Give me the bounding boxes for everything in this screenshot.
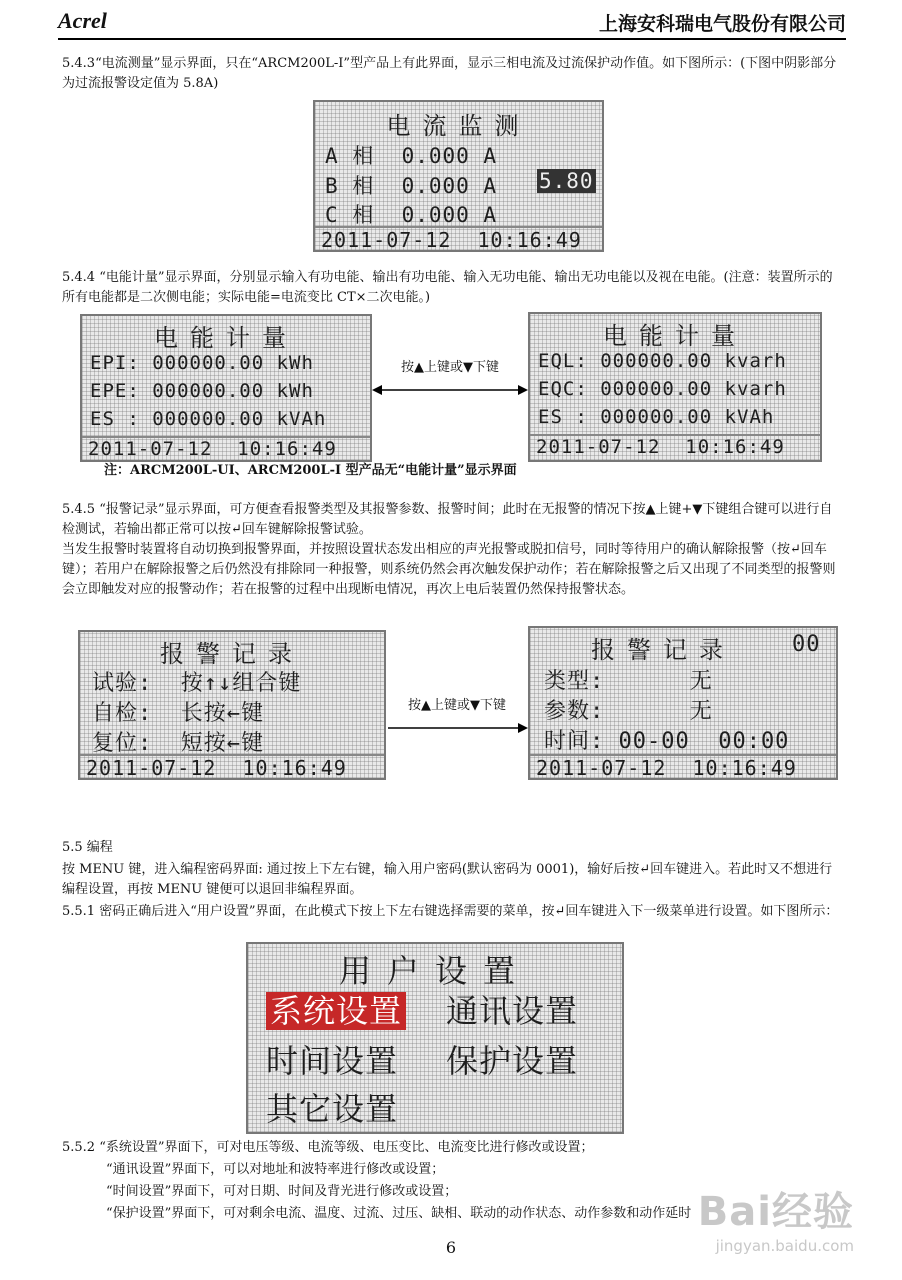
- page-number: 6: [445, 1238, 457, 1257]
- lcd-footer-datetime: 2011-07-12 10:16:49: [82, 436, 370, 460]
- lcd-row-test: 试验: 按↑↓组合键: [92, 671, 302, 696]
- lcd-row-selfcheck: 自检: 长按←键: [92, 701, 264, 726]
- double-arrow-icon: [372, 378, 528, 402]
- lcd-row-eqc: EQC: 000000.00 kvarh: [538, 378, 787, 400]
- watermark-url: jingyan.baidu.com: [715, 1237, 854, 1255]
- section-5-4-5-detail: 当发生报警时装置将自动切换到报警界面，并按照设置状态发出相应的声光报警或脱扣信号，同时等待用户的确认解除报警（按↵回车键）；若用户在解除报警之后仍然没有排除同一种报警，则系统仍然会再次触发保护动作；若在解除报警之后又出现了不同类型的报警则会立即触发对应的报警动作；若在报警的过程中出现断电情况，再次上电后装置仍然保持报警状态。: [62, 542, 836, 597]
- lcd-row-type: 类型: 无: [544, 669, 713, 694]
- brand-logo: Acrel: [58, 8, 107, 33]
- setpoint-value: 5.80: [539, 169, 594, 193]
- lcd-row-es: ES : 000000.00 kVAh: [538, 406, 775, 428]
- company-name: 上海安科瑞电气股份有限公司: [598, 13, 846, 35]
- lcd-record-index: 00: [792, 632, 821, 657]
- menu-item-time-settings[interactable]: 时间设置: [266, 1042, 399, 1080]
- lcd-row-epi: EPI: 000000.00 kWh: [90, 352, 314, 374]
- lcd-row-epe: EPE: 000000.00 kWh: [90, 380, 314, 402]
- menu-item-protection-settings[interactable]: 保护设置: [446, 1042, 579, 1080]
- page-switch-arrow: [372, 356, 528, 406]
- menu-item-comm-settings[interactable]: 通讯设置: [446, 992, 579, 1030]
- lcd-title: 报警记录: [160, 640, 304, 668]
- section-5-4-4: 5.4.4 “电能计量”显示界面，分别显示输入有功电能、输出有功电能、输入无功电能、输出无功电能以及视在电能。(注意：装置所示的所有电能都是二次侧电能；实际电能=电流变比 CT×二次电能。): [62, 270, 833, 305]
- section-5-5-1: 5.5.1 密码正确后进入“用户设置”界面，在此模式下按上下左右键选择需要的菜单，按↵回车键进入下一级菜单进行设置。如下图所示：: [62, 904, 839, 919]
- section-5-5-body: 按 MENU 键，进入编程密码界面: 通过按上下左右键，输入用户密码(默认密码为 0001)，输好后按↵回车键进入。若此时又不想进行编程设置，再按 MENU 键便可以退回非编程界面。: [62, 862, 833, 897]
- page-switch-arrow: [386, 694, 528, 744]
- lcd-current-monitor: [313, 100, 604, 252]
- lcd-setpoint: [537, 169, 596, 193]
- lcd-footer-datetime: 2011-07-12 10:16:49: [530, 754, 836, 780]
- lcd-footer-datetime: 2011-07-12 10:16:49: [315, 226, 602, 252]
- lcd-title: 电流监测: [386, 112, 531, 140]
- page-header: [58, 8, 846, 40]
- note-no-energy-screen: 注：ARCM200L-UI、ARCM200L-I 型产品无“电能计量”显示界面: [104, 463, 517, 478]
- lcd-title: 电能计量: [154, 324, 298, 352]
- lcd-row-eql: EQL: 000000.00 kvarh: [538, 350, 787, 372]
- lcd-row-time: 时间: 00-00 00:00: [544, 729, 790, 754]
- section-5-5-2-protection: “保护设置”界面下，可对剩余电流、温度、过流、过压、缺相、联动的动作状态、动作参数和动作延时: [106, 1206, 692, 1221]
- lcd-energy-right: [528, 312, 822, 462]
- section-5-4-5: 5.4.5 “报警记录”显示界面，可方便查看报警类型及其报警参数、报警时间；此时在无报警的情况下按▲上键+▼下键组合键可以进行自检测试，若输出都正常可以按↵回车键解除报警试验。: [62, 502, 833, 537]
- section-5-5-2-time: “时间设置”界面下，可对日期、时间及背光进行修改或设置；: [106, 1184, 458, 1199]
- lcd-alarm-left: [78, 630, 386, 780]
- lcd-footer-datetime: 2011-07-12 10:16:49: [80, 754, 384, 780]
- lcd-title: 报警记录: [591, 636, 735, 664]
- lcd-energy-left: [80, 314, 372, 462]
- lcd-row-reset: 复位: 短按←键: [92, 731, 264, 756]
- right-arrow-icon: [386, 716, 528, 740]
- lcd-title: 用户设置: [338, 952, 531, 990]
- watermark-main: Bai经验: [697, 1189, 854, 1235]
- lcd-row-a: A 相 0.000 A: [325, 144, 498, 168]
- lcd-footer-datetime: 2011-07-12 10:16:49: [530, 434, 820, 458]
- lcd-user-settings: [246, 942, 624, 1134]
- arrow-label: 按▲上键或▼下键: [408, 698, 506, 713]
- menu-item-other-settings[interactable]: 其它设置: [266, 1090, 399, 1128]
- section-5-5-2-system: 5.5.2 “系统设置”界面下，可对电压等级、电流等级、电压变比、电流变比进行修改或设置；: [62, 1140, 594, 1155]
- lcd-row-b: B 相 0.000 A: [325, 174, 498, 198]
- arrow-label: 按▲上键或▼下键: [401, 360, 499, 375]
- lcd-title: 电能计量: [603, 322, 747, 350]
- section-5-5-heading: 5.5 编程: [62, 840, 113, 855]
- lcd-row-c: C 相 0.000 A: [325, 203, 498, 227]
- section-5-4-3: 5.4.3“电流测量”显示界面，只在“ARCM200L-I”型产品上有此界面，显示三相电流及过流保护动作值。如下图所示：(下图中阴影部分为过流报警设定值为 5.8A): [62, 56, 837, 91]
- menu-item-system-settings[interactable]: 系统设置: [266, 986, 622, 1032]
- lcd-row-param: 参数: 无: [544, 699, 713, 724]
- lcd-row-es: ES : 000000.00 kVAh: [90, 408, 327, 430]
- section-5-5-2-comm: “通讯设置”界面下，可以对地址和波特率进行修改或设置；: [106, 1162, 445, 1177]
- lcd-alarm-right: [528, 626, 838, 780]
